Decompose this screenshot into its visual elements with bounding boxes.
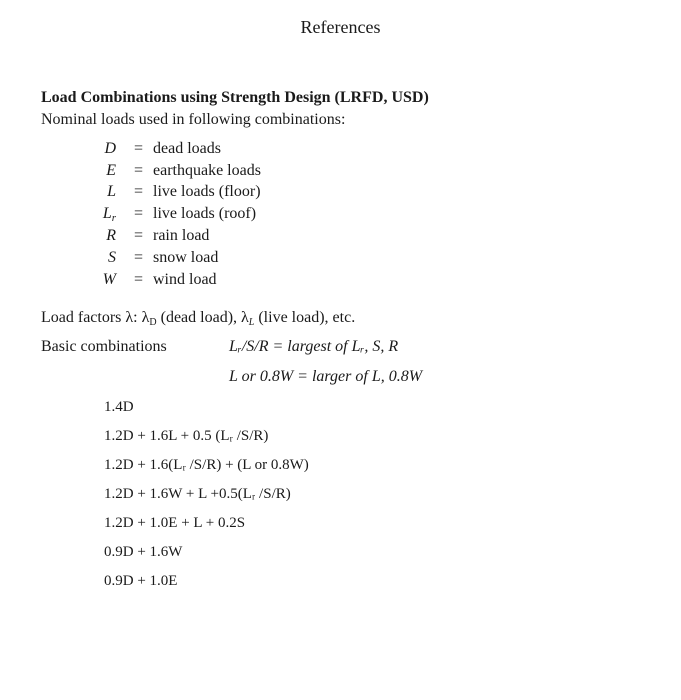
symbol-description: live loads (floor) <box>153 183 261 200</box>
equals-sign: = <box>134 227 144 244</box>
symbol-description: wind load <box>153 271 217 288</box>
combination-formula: 0.9D + 1.0E <box>104 573 178 589</box>
section-intro: Nominal loads used in following combinations: <box>41 111 346 128</box>
combination-formula: 1.2D + 1.0E + L + 0.2S <box>104 515 246 531</box>
symbol-description: rain load <box>153 227 210 244</box>
equals-sign: = <box>134 162 144 179</box>
symbol: E <box>106 162 116 179</box>
equals-sign: = <box>134 183 144 200</box>
combination-formula: 1.2D + 1.6(Lᵣ /S/R) + (L or 0.8W) <box>104 457 309 473</box>
equals-sign: = <box>134 205 144 222</box>
combination-formula: 1.2D + 1.6W + L +0.5(Lᵣ /S/R) <box>104 486 291 502</box>
symbol: $L_r$ <box>102 205 116 224</box>
combination-definition: L or 0.8W = larger of L, 0.8W <box>229 368 423 385</box>
symbol-description: snow load <box>153 249 219 266</box>
combination-formula: 1.4D <box>104 399 134 415</box>
combination-formula: 1.2D + 1.6L + 0.5 (Lᵣ /S/R) <box>104 428 269 444</box>
combination-definition: Lᵣ/S/R = largest of Lᵣ, S, R <box>229 338 399 355</box>
equals-sign: = <box>134 140 144 157</box>
symbol-description: earthquake loads <box>153 162 261 179</box>
section-heading: Load Combinations using Strength Design (LRFD, USD) <box>41 89 429 106</box>
equals-sign: = <box>134 271 144 288</box>
symbol: W <box>102 271 116 288</box>
basic-combinations-label: Basic combinations <box>41 338 167 355</box>
equals-sign: = <box>134 249 144 266</box>
symbol: D <box>104 140 116 157</box>
combination-formula: 0.9D + 1.6W <box>104 544 183 560</box>
symbol: S <box>108 249 116 266</box>
symbol-description: live loads (roof) <box>153 205 257 222</box>
load-factors-line: Load factors λ: $\lambda_D$ (dead load), $\lambda_L$ (live load), etc. <box>41 309 356 328</box>
symbol: R <box>106 227 116 244</box>
symbol: L <box>107 183 116 200</box>
page-title: References <box>300 17 381 37</box>
symbol-description: dead loads <box>153 140 221 157</box>
